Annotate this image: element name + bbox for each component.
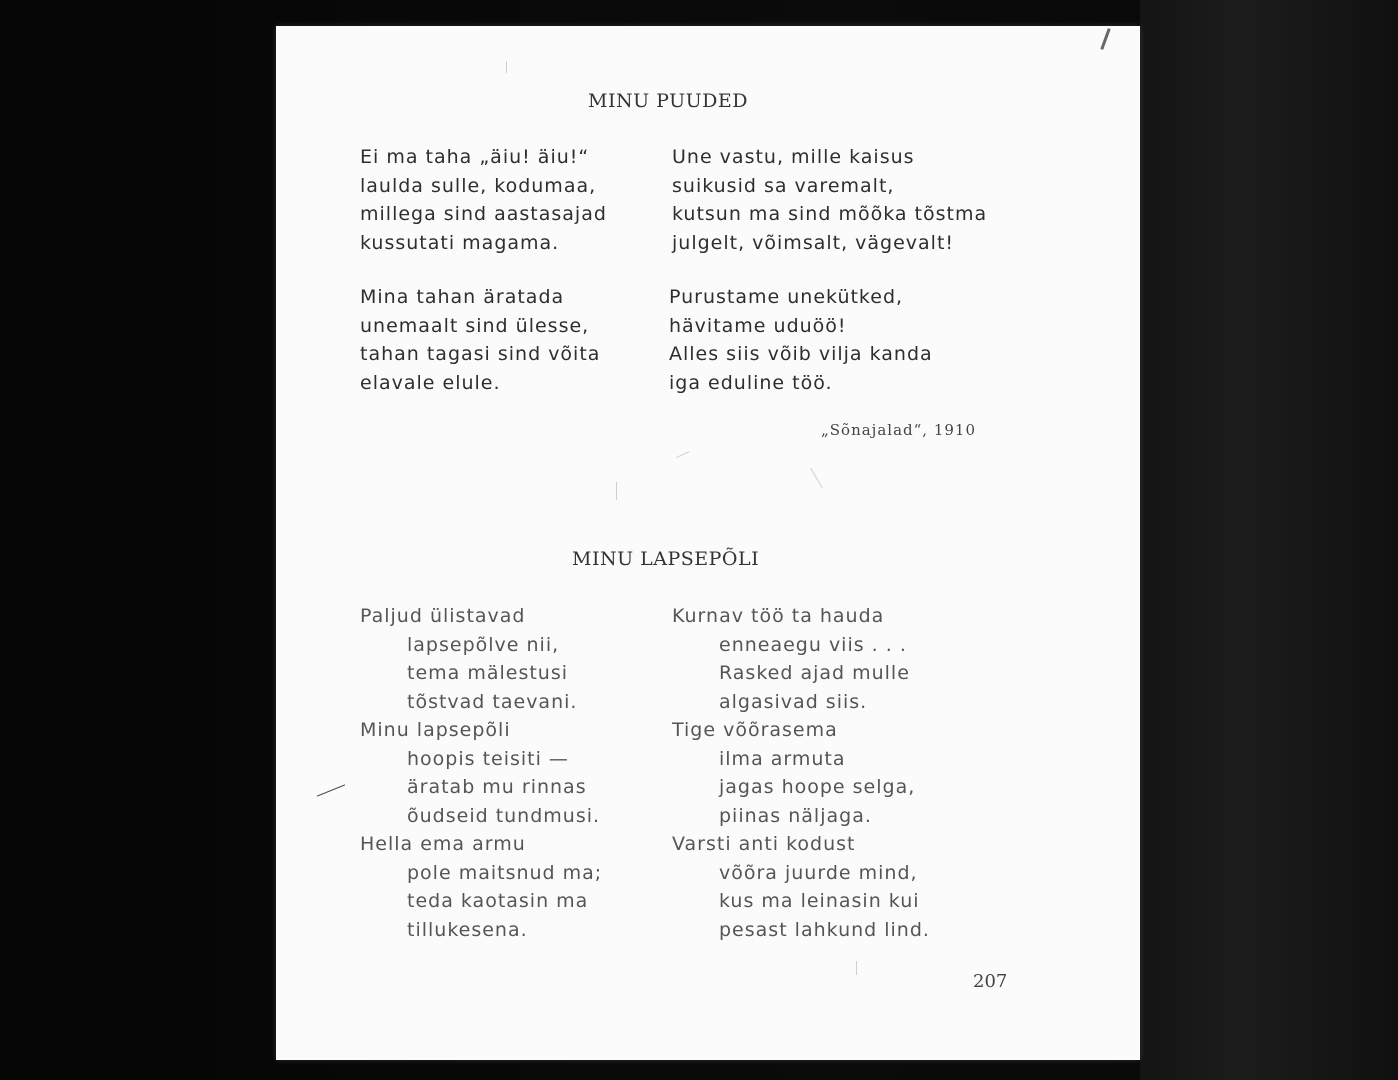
- poem-line: teda kaotasin ma: [407, 890, 589, 912]
- poem-line: jagas hoope selga,: [719, 776, 916, 798]
- poem-column: [672, 602, 930, 944]
- poem-line: unemaalt sind ülesse,: [360, 314, 590, 337]
- poem-line: Rasked ajad mulle: [719, 662, 910, 684]
- poem-line: Purustame unekütked,: [669, 286, 904, 308]
- poem-stanza: [669, 283, 933, 397]
- film-scratch: [676, 451, 689, 458]
- poem-line: laulda sulle, kodumaa,: [360, 174, 597, 197]
- poem-line: piinas näljaga.: [719, 804, 872, 827]
- poem-stanza: [672, 143, 987, 257]
- poem-line: õudseid tundmusi.: [407, 804, 601, 827]
- poem-line: iga eduline töö.: [669, 371, 833, 394]
- poem-line: tõstvad taevani.: [407, 690, 578, 713]
- poem-line: pole maitsnud ma;: [407, 861, 603, 884]
- poem-title: MINU PUUDED: [588, 90, 748, 112]
- poem-title: MINU LAPSEPÕLI: [572, 548, 760, 570]
- poem-line: kutsun ma sind mõõka tõstma: [672, 203, 988, 225]
- poem-line: hoopis teisiti —: [407, 747, 569, 770]
- poem-column: [360, 602, 602, 944]
- poem-line: suikusid sa varemalt,: [672, 174, 895, 197]
- poem-line: Minu lapsepõli: [360, 719, 511, 741]
- poem-line: Mina tahan äratada: [360, 286, 565, 308]
- poem-line: tema mälestusi: [407, 662, 569, 684]
- poem-line: tahan tagasi sind võita: [360, 343, 601, 365]
- poem-line: Une vastu, mille kaisus: [672, 146, 915, 168]
- poem-stanza: [360, 143, 607, 257]
- film-scratch: [810, 467, 823, 488]
- book-page: [276, 26, 1140, 1060]
- poem-source: „Sõnajalad“, 1910: [821, 421, 976, 439]
- poem-line: Varsti anti kodust: [672, 833, 856, 855]
- poem-line: Hella ema armu: [360, 833, 526, 855]
- poem-line: hävitame uduöö!: [669, 314, 847, 337]
- poem-line: elavale elule.: [360, 371, 501, 394]
- poem-stanza: [360, 283, 600, 397]
- film-scratch: [1100, 28, 1110, 50]
- film-scratch: [856, 961, 857, 975]
- poem-line: Tige võõrasema: [672, 719, 838, 741]
- poem-line: pesast lahkund lind.: [719, 918, 930, 941]
- poem-line: Kurnav töö ta hauda: [672, 605, 885, 627]
- poem-line: algasivad siis.: [719, 690, 868, 713]
- film-edge-shadow: [1140, 0, 1398, 1080]
- poem-line: tillukesena.: [407, 918, 528, 941]
- poem-line: julgelt, võimsalt, vägevalt!: [672, 231, 955, 254]
- poem-line: ilma armuta: [719, 747, 846, 770]
- poem-line: millega sind aastasajad: [360, 203, 607, 225]
- film-scratch: [616, 482, 617, 500]
- poem-line: Paljud ülistavad: [360, 605, 526, 627]
- poem-line: lapsepõlve nii,: [407, 633, 560, 656]
- film-scratch: [506, 61, 507, 73]
- poem-line: kussutati magama.: [360, 231, 560, 254]
- film-scratch: [317, 784, 345, 796]
- poem-line: kus ma leinasin kui: [719, 890, 920, 912]
- page-number: 207: [973, 971, 1008, 992]
- poem-line: võõra juurde mind,: [719, 861, 918, 884]
- poem-line: Alles siis võib vilja kanda: [669, 343, 933, 365]
- poem-line: äratab mu rinnas: [407, 776, 587, 798]
- poem-line: enneaegu viis . . .: [719, 633, 907, 656]
- poem-line: Ei ma taha „äiu! äiu!“: [360, 146, 590, 168]
